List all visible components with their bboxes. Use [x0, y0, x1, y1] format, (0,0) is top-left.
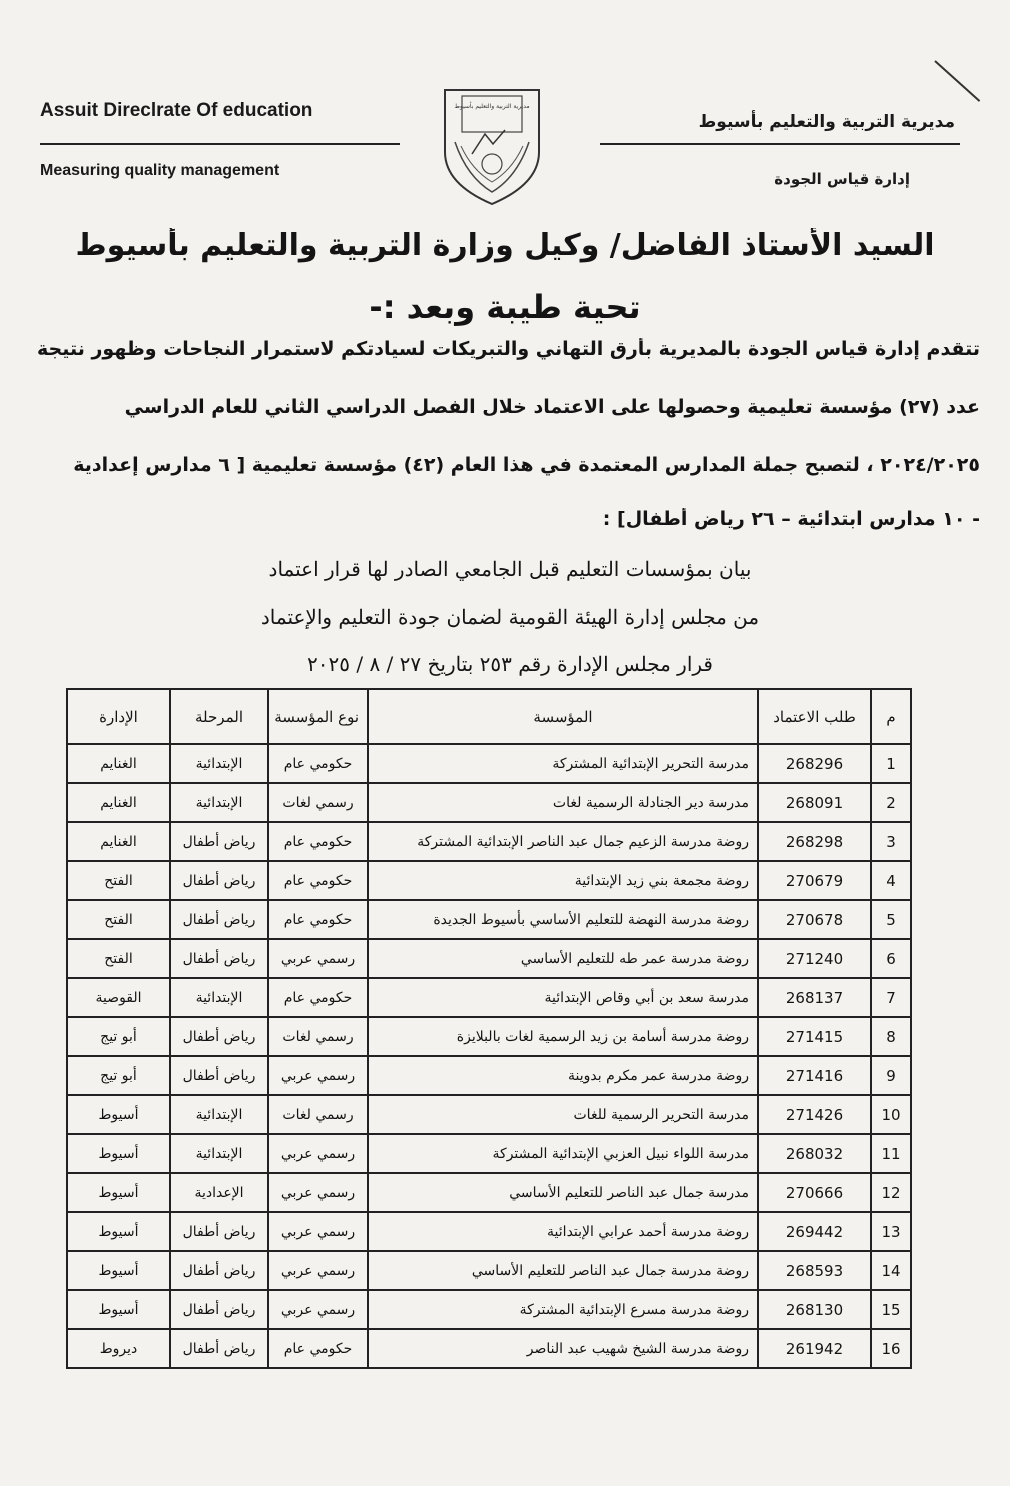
cell-row-number: 12 — [871, 1173, 911, 1212]
cell-row-number: 16 — [871, 1329, 911, 1368]
cell-row-number: 9 — [871, 1056, 911, 1095]
cell-request-number: 270666 — [758, 1173, 871, 1212]
cell-request-number: 270678 — [758, 900, 871, 939]
letter-addressee: السيد الأستاذ الفاضل/ وكيل وزارة التربية والتعليم بأسيوط — [75, 228, 935, 263]
cell-institution-type: رسمي عربي — [268, 1251, 368, 1290]
header-ar-department: إدارة قياس الجودة — [774, 170, 910, 188]
cell-administration: القوصية — [67, 978, 170, 1017]
cell-administration: أسيوط — [67, 1134, 170, 1173]
table-row — [67, 900, 911, 939]
cell-institution-name: روضة مجمعة بني زيد الإبتدائية — [368, 861, 758, 900]
cell-institution-name: روضة مدرسة جمال عبد الناصر للتعليم الأساسي — [368, 1251, 758, 1290]
cell-institution-type: رسمي عربي — [268, 939, 368, 978]
cell-institution-name: روضة مدرسة مسرع الإبتدائية المشتركة — [368, 1290, 758, 1329]
cell-institution-type: رسمي لغات — [268, 783, 368, 822]
statement-line-1: بيان بمؤسسات التعليم قبل الجامعي الصادر لها قرار اعتماد — [268, 557, 752, 581]
page-fold-mark — [934, 60, 980, 102]
cell-request-number: 268032 — [758, 1134, 871, 1173]
cell-administration: أبو تيج — [67, 1017, 170, 1056]
cell-request-number: 271415 — [758, 1017, 871, 1056]
table-row — [67, 1017, 911, 1056]
statement-line-3: قرار مجلس الإدارة رقم ٢٥٣ بتاريخ ٢٧ / ٨ / ٢٠٢٥ — [307, 652, 713, 676]
cell-administration: الغنايم — [67, 744, 170, 783]
table-header-row — [67, 689, 911, 744]
cell-row-number: 1 — [871, 744, 911, 783]
cell-row-number: 4 — [871, 861, 911, 900]
cell-request-number: 268298 — [758, 822, 871, 861]
table-row — [67, 1329, 911, 1368]
cell-stage: رياض أطفال — [170, 1251, 268, 1290]
letter-paragraph-line-4: - ١٠ مدارس ابتدائية – ٢٦ رياض أطفال] : — [602, 508, 980, 530]
table-row — [67, 1290, 911, 1329]
cell-institution-type: حكومي عام — [268, 900, 368, 939]
cell-stage: رياض أطفال — [170, 1056, 268, 1095]
cell-institution-type: رسمي عربي — [268, 1056, 368, 1095]
cell-institution-name: روضة مدرسة عمر مكرم بدوينة — [368, 1056, 758, 1095]
cell-stage: رياض أطفال — [170, 1329, 268, 1368]
cell-institution-type: رسمي عربي — [268, 1173, 368, 1212]
cell-administration: أسيوط — [67, 1173, 170, 1212]
directorate-logo — [427, 82, 557, 207]
cell-row-number: 11 — [871, 1134, 911, 1173]
cell-institution-type: رسمي لغات — [268, 1017, 368, 1056]
cell-request-number: 269442 — [758, 1212, 871, 1251]
cell-stage: رياض أطفال — [170, 900, 268, 939]
cell-administration: أبو تيج — [67, 1056, 170, 1095]
cell-request-number: 268296 — [758, 744, 871, 783]
cell-stage: الإبتدائية — [170, 744, 268, 783]
cell-institution-name: مدرسة اللواء نبيل العزبي الإبتدائية المشتركة — [368, 1134, 758, 1173]
cell-institution-type: رسمي عربي — [268, 1212, 368, 1251]
cell-institution-type: حكومي عام — [268, 744, 368, 783]
cell-stage: رياض أطفال — [170, 861, 268, 900]
cell-institution-name: روضة مدرسة أحمد عرابي الإبتدائية — [368, 1212, 758, 1251]
letter-paragraph-line-2: عدد (٢٧) مؤسسة تعليمية وحصولها على الاعتماد خلال الفصل الدراسي الثاني للعام الدراسي — [124, 396, 980, 418]
cell-request-number: 268091 — [758, 783, 871, 822]
cell-row-number: 7 — [871, 978, 911, 1017]
cell-institution-type: حكومي عام — [268, 861, 368, 900]
accredited-institutions-table — [66, 688, 912, 1369]
cell-row-number: 6 — [871, 939, 911, 978]
table-row — [67, 1251, 911, 1290]
logo-text: مديرية التربية والتعليم بأسيوط — [454, 103, 530, 110]
cell-row-number: 3 — [871, 822, 911, 861]
cell-institution-type: حكومي عام — [268, 978, 368, 1017]
cell-administration: أسيوط — [67, 1212, 170, 1251]
cell-row-number: 5 — [871, 900, 911, 939]
cell-request-number: 271240 — [758, 939, 871, 978]
table-row — [67, 1056, 911, 1095]
letter-greeting: تحية طيبة وبعد :- — [369, 288, 641, 326]
header-ar-directorate: مديرية التربية والتعليم بأسيوط — [698, 112, 955, 132]
table-row — [67, 822, 911, 861]
cell-administration: الفتح — [67, 861, 170, 900]
col-header-stage: المرحلة — [170, 689, 268, 744]
table-row — [67, 744, 911, 783]
cell-row-number: 14 — [871, 1251, 911, 1290]
cell-administration: الغنايم — [67, 822, 170, 861]
cell-administration: الفتح — [67, 939, 170, 978]
cell-institution-type: رسمي لغات — [268, 1095, 368, 1134]
header-divider-left — [40, 143, 400, 145]
cell-stage: الإبتدائية — [170, 1134, 268, 1173]
cell-row-number: 10 — [871, 1095, 911, 1134]
col-header-number: م — [871, 689, 911, 744]
cell-institution-name: مدرسة دير الجنادلة الرسمية لغات — [368, 783, 758, 822]
header-divider-right — [600, 143, 960, 145]
letter-paragraph-line-3: ٢٠٢٤/٢٠٢٥ ، لتصبح جملة المدارس المعتمدة في هذا العام (٤٢) مؤسسة تعليمية [ ٦ مدارس إعدادية — [73, 454, 980, 476]
table-row — [67, 1173, 911, 1212]
cell-institution-type: رسمي عربي — [268, 1290, 368, 1329]
table-row — [67, 861, 911, 900]
table-row — [67, 1212, 911, 1251]
cell-request-number: 268137 — [758, 978, 871, 1017]
cell-stage: رياض أطفال — [170, 1212, 268, 1251]
cell-row-number: 13 — [871, 1212, 911, 1251]
cell-administration: أسيوط — [67, 1290, 170, 1329]
table-row — [67, 1095, 911, 1134]
cell-institution-name: مدرسة جمال عبد الناصر للتعليم الأساسي — [368, 1173, 758, 1212]
cell-institution-type: حكومي عام — [268, 822, 368, 861]
cell-stage: رياض أطفال — [170, 822, 268, 861]
table-row — [67, 939, 911, 978]
cell-stage: الإبتدائية — [170, 978, 268, 1017]
col-header-institution: المؤسسة — [368, 689, 758, 744]
statement-line-2: من مجلس إدارة الهيئة القومية لضمان جودة التعليم والإعتماد — [260, 605, 760, 629]
cell-request-number: 268593 — [758, 1251, 871, 1290]
table-row — [67, 978, 911, 1017]
cell-institution-name: روضة مدرسة الزعيم جمال عبد الناصر الإبتدائية المشتركة — [368, 822, 758, 861]
cell-request-number: 271426 — [758, 1095, 871, 1134]
cell-administration: الغنايم — [67, 783, 170, 822]
cell-institution-name: مدرسة التحرير الرسمية للغات — [368, 1095, 758, 1134]
cell-institution-name: مدرسة سعد بن أبي وقاص الإبتدائية — [368, 978, 758, 1017]
header-en-directorate: Assuit Direclrate Of education — [40, 100, 313, 121]
cell-request-number: 268130 — [758, 1290, 871, 1329]
cell-institution-name: مدرسة التحرير الإبتدائية المشتركة — [368, 744, 758, 783]
cell-request-number: 270679 — [758, 861, 871, 900]
cell-institution-name: روضة مدرسة النهضة للتعليم الأساسي بأسيوط الجديدة — [368, 900, 758, 939]
cell-request-number: 271416 — [758, 1056, 871, 1095]
cell-institution-type: رسمي عربي — [268, 1134, 368, 1173]
cell-row-number: 8 — [871, 1017, 911, 1056]
cell-stage: الإعدادية — [170, 1173, 268, 1212]
cell-row-number: 2 — [871, 783, 911, 822]
cell-row-number: 15 — [871, 1290, 911, 1329]
table-row — [67, 783, 911, 822]
cell-stage: رياض أطفال — [170, 1017, 268, 1056]
col-header-administration: الإدارة — [67, 689, 170, 744]
cell-administration: أسيوط — [67, 1095, 170, 1134]
header-en-department: Measuring quality management — [40, 162, 280, 179]
col-header-request: طلب الاعتماد — [758, 689, 871, 744]
table-row — [67, 1134, 911, 1173]
cell-stage: رياض أطفال — [170, 939, 268, 978]
cell-institution-name: روضة مدرسة أسامة بن زيد الرسمية لغات بالبلايزة — [368, 1017, 758, 1056]
cell-administration: أسيوط — [67, 1251, 170, 1290]
cell-request-number: 261942 — [758, 1329, 871, 1368]
cell-stage: الإبتدائية — [170, 1095, 268, 1134]
cell-administration: الفتح — [67, 900, 170, 939]
cell-stage: رياض أطفال — [170, 1290, 268, 1329]
col-header-type: نوع المؤسسة — [268, 689, 368, 744]
letter-paragraph-line-1: تتقدم إدارة قياس الجودة بالمديرية بأرق التهاني والتبريكات لسيادتكم لاستمرار النجاحات وظهور نتيجة — [37, 338, 980, 360]
cell-institution-name: روضة مدرسة الشيخ شهيب عبد الناصر — [368, 1329, 758, 1368]
cell-administration: ديروط — [67, 1329, 170, 1368]
cell-stage: الإبتدائية — [170, 783, 268, 822]
cell-institution-name: روضة مدرسة عمر طه للتعليم الأساسي — [368, 939, 758, 978]
cell-institution-type: حكومي عام — [268, 1329, 368, 1368]
